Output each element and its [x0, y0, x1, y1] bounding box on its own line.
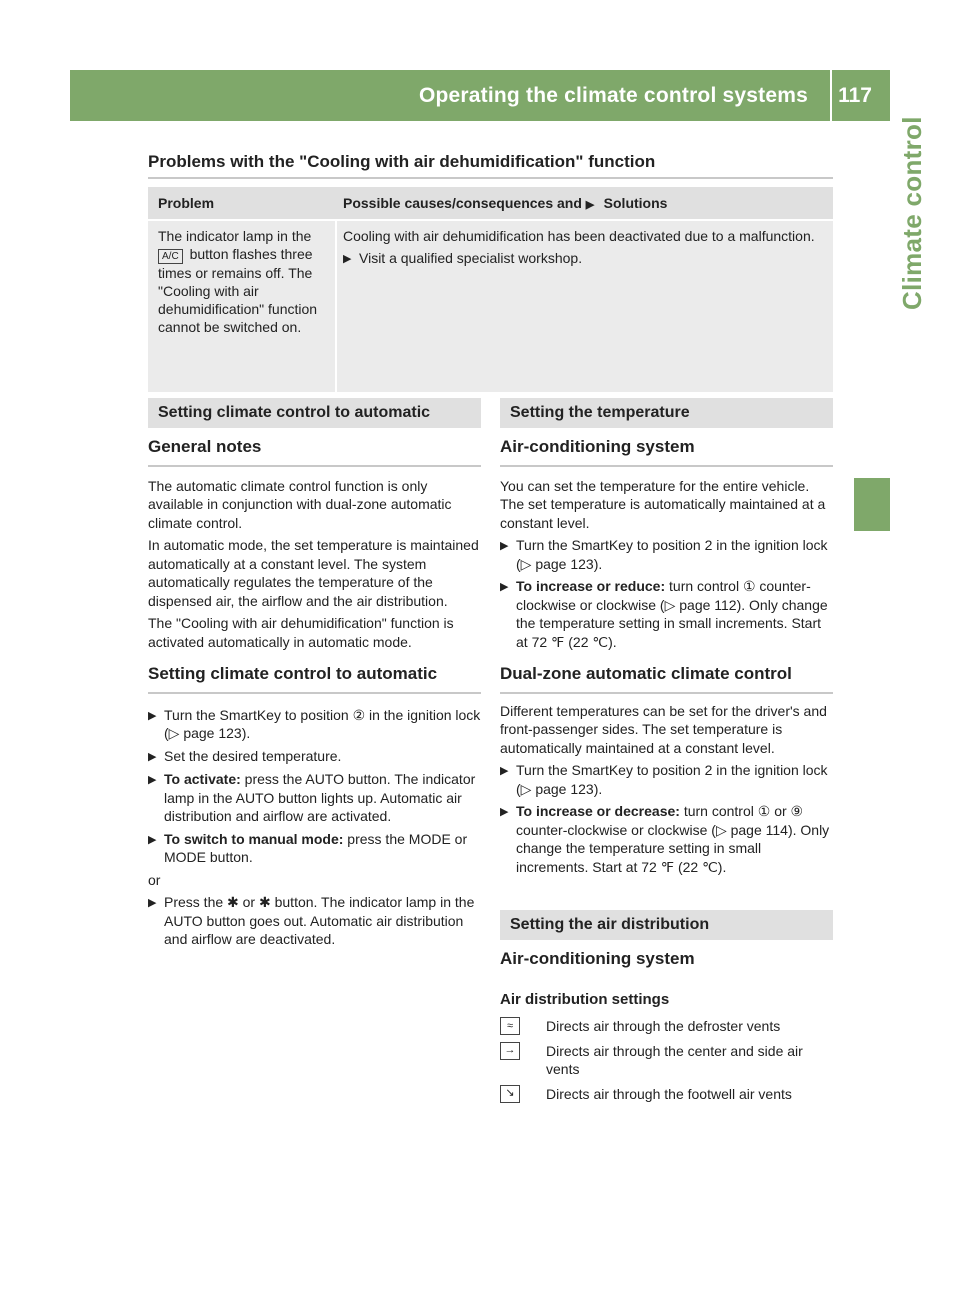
left-column — [148, 398, 481, 953]
problem-cell — [148, 221, 337, 392]
col-solutions-label: Possible causes/consequences and — [343, 195, 582, 211]
distribution-item — [500, 1085, 833, 1104]
arrow-icon: ▶ — [500, 765, 509, 777]
center-vent-icon: → — [500, 1042, 520, 1060]
distribution-text: Directs air through the center and side air vents — [546, 1042, 803, 1077]
divider — [148, 177, 833, 179]
step — [500, 761, 833, 798]
distribution-text: Directs air through the defroster vents — [546, 1018, 781, 1034]
or-text: or — [148, 871, 161, 888]
distribution-item — [500, 1017, 833, 1036]
section-marker — [854, 478, 890, 531]
side-tab — [835, 116, 927, 470]
problems-title: Problems with the "Cooling with air dehumidification" function — [148, 152, 656, 171]
side-tab-label: Climate control — [897, 116, 927, 310]
step-text: Turn the SmartKey to position 2 in the ignition lock (▷ page 123). — [516, 537, 828, 572]
general-notes-heading: General notes — [148, 438, 481, 467]
step-bold: To switch to manual mode: — [164, 830, 344, 847]
paragraph: The automatic climate control function is only available in conjunction with dual-zone automatic climate control. — [148, 477, 452, 531]
header-divider — [830, 70, 832, 121]
air-distribution-banner: Setting the air distribution — [500, 910, 833, 940]
step — [500, 536, 833, 573]
step-text: Turn the SmartKey to position ② in the ignition lock (▷ page 123). — [164, 706, 481, 741]
problem-text-rest: button flashes three times or remains off. The "Cooling with air dehumidification" function cannot be switched on. — [158, 246, 318, 335]
distribution-text: Directs air through the footwell air vents — [546, 1085, 792, 1102]
setting-heading: Setting climate control to automatic — [148, 665, 481, 694]
right-banner: Setting the temperature — [500, 398, 833, 428]
right-column — [500, 398, 833, 1109]
page-number: 117 — [838, 84, 872, 107]
arrow-icon: ▶ — [148, 709, 157, 722]
dual-zone-heading: Dual-zone automatic climate control — [500, 665, 833, 694]
step — [148, 830, 481, 867]
step — [148, 893, 481, 949]
cause-text: Cooling with air dehumidification has been deactivated due to a malfunction. — [343, 228, 815, 244]
step-text: Set the desired temperature. — [164, 747, 342, 764]
problem-text: The indicator lamp in the — [158, 228, 312, 244]
step — [500, 577, 833, 651]
arrow-icon: ▶ — [148, 750, 157, 763]
step-bold: To increase or reduce: — [516, 578, 666, 594]
footwell-icon: ↘ — [500, 1085, 520, 1103]
ac-button-icon: A/C — [158, 249, 183, 264]
step-text: press the AUTO button. The indicator lamp in the AUTO button lights up. Automatic air distribution and airflow are activated. — [164, 771, 476, 824]
step-text: turn control ① counter-clockwise or clockwise (▷ page 112). Only change the temperature setting in small increments. Start at 72 ℉ (22 ℃). — [516, 578, 828, 650]
left-banner: Setting climate control to automatic — [148, 398, 481, 428]
step-text: Press the ✱ or ✱ button. The indicator lamp in the AUTO button goes out. Automatic air distribution and airflow are deactivated. — [164, 894, 475, 947]
arrow-icon: ▶ — [585, 199, 595, 211]
paragraph: In automatic mode, the set temperature is maintained automatically at a constant level. The system automatically regulates the temperature of the dispensed air, the airflow and the air distribution. — [148, 537, 479, 609]
step — [148, 747, 481, 767]
step-text: Turn the SmartKey to position 2 in the ignition lock (▷ page 123). — [516, 762, 828, 797]
arrow-icon: ▶ — [148, 833, 157, 846]
step-bold: To activate: — [164, 771, 241, 787]
col-solutions-tail: Solutions — [603, 195, 668, 211]
arrow-icon: ▶ — [343, 253, 352, 265]
table-row — [148, 221, 833, 392]
step-bold: To increase or decrease: — [516, 803, 680, 819]
arrow-icon: ▶ — [148, 897, 157, 909]
arrow-icon: ▶ — [500, 540, 509, 552]
page-header — [70, 70, 890, 121]
step — [500, 802, 833, 876]
col-problem: Problem — [158, 195, 215, 211]
problems-table — [148, 187, 833, 392]
col-solutions — [337, 195, 667, 211]
solution-step — [343, 249, 827, 268]
distribution-item — [500, 1042, 833, 1079]
ac-heading: Air-conditioning system — [500, 438, 833, 467]
defroster-icon: ≈ — [500, 1017, 520, 1035]
distribution-heading: Air distribution settings — [500, 990, 670, 1008]
solution-text: Visit a qualified specialist workshop. — [359, 250, 583, 266]
paragraph: You can set the temperature for the entire vehicle. The set temperature is automatically maintained at a constant level. — [500, 477, 826, 531]
solution-cell — [337, 221, 833, 392]
paragraph: The "Cooling with air dehumidification" function is activated automatically in automatic mode. — [148, 615, 454, 650]
step-text: turn control ① or ⑨ counter-clockwise or clockwise (▷ page 114). Only change the temperature setting in small increments. Start at 72 ℉ (22 ℃). — [516, 803, 830, 875]
arrow-icon: ▶ — [148, 774, 157, 786]
table-header — [148, 187, 833, 219]
arrow-icon: ▶ — [500, 581, 509, 593]
ac-heading-2: Air-conditioning system — [500, 949, 695, 968]
step — [148, 706, 481, 743]
step — [148, 770, 481, 826]
paragraph: Different temperatures can be set for the driver's and front-passenger sides. The set temperature is automatically maintained at a constant level. — [500, 702, 827, 756]
arrow-icon: ▶ — [500, 806, 509, 818]
step-text: press the MODE or MODE button. — [164, 830, 468, 865]
header-title: Operating the climate control systems — [418, 84, 808, 107]
